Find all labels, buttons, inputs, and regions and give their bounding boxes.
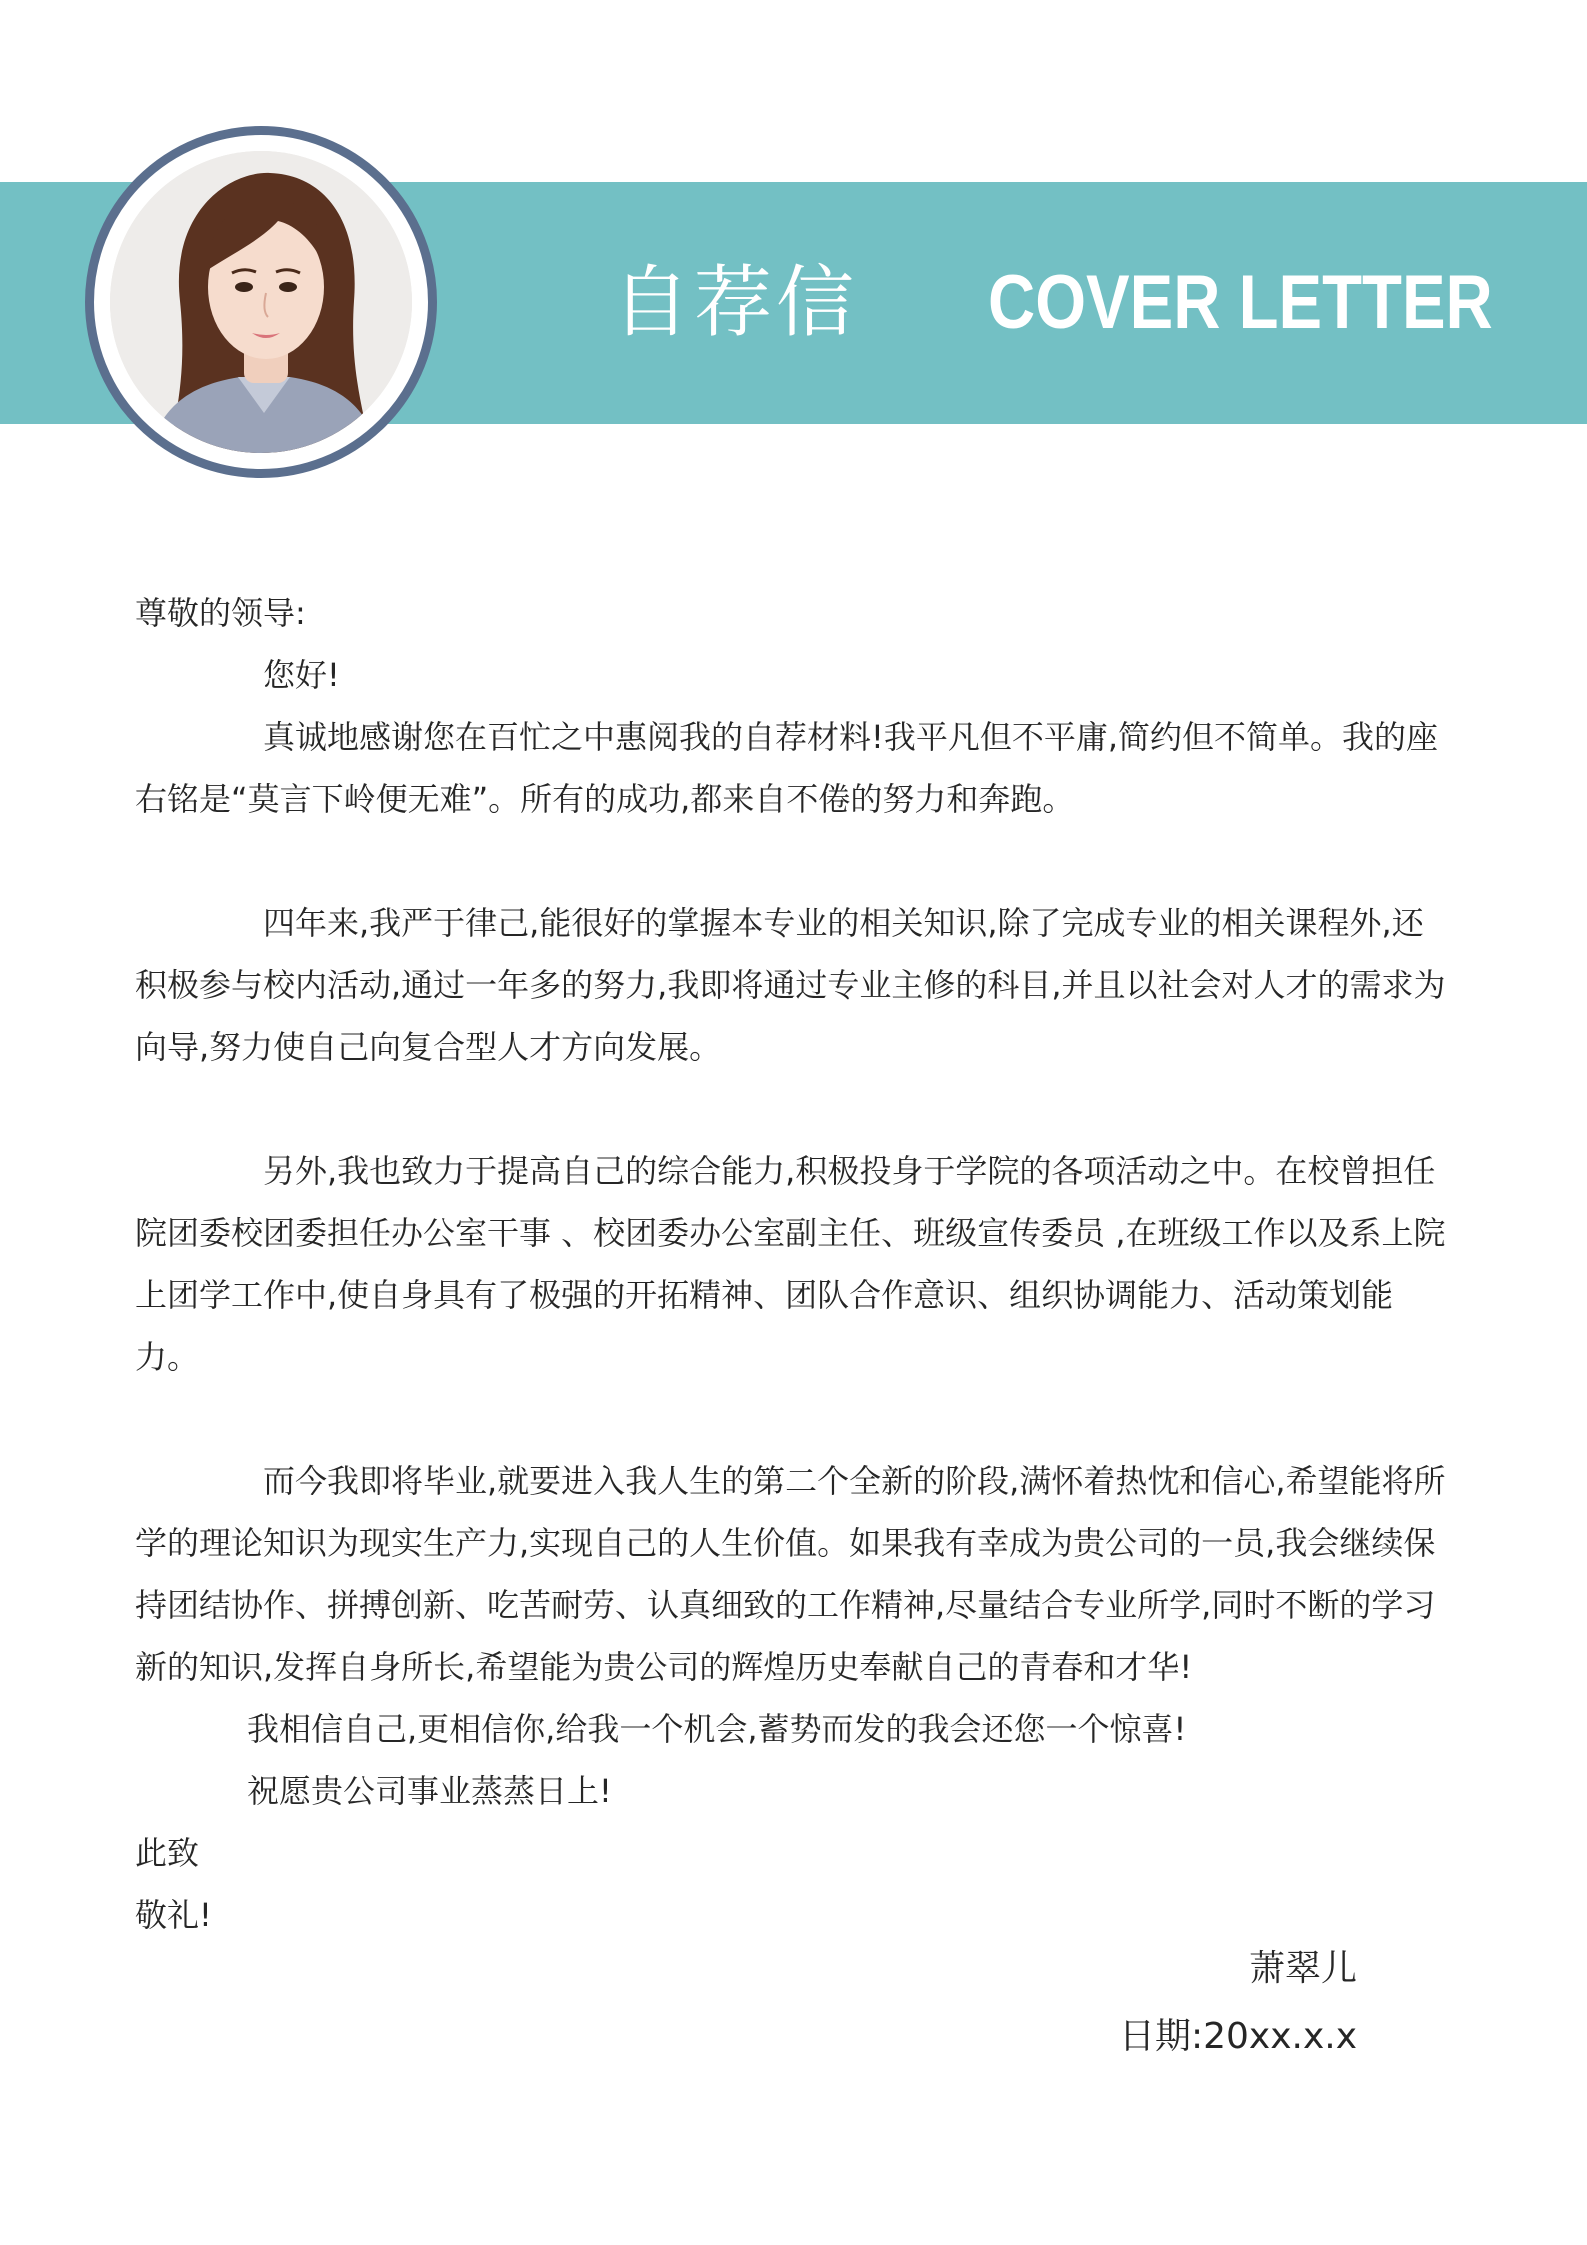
letter-body: [135, 582, 1453, 1946]
avatar-photo-illustration: [110, 151, 412, 453]
paragraph-spacer: [135, 830, 1453, 892]
paragraph-spacer: [135, 1078, 1453, 1140]
closing-line-1: 此致: [135, 1834, 200, 1872]
paragraph-1: 真诚地感谢您在百忙之中惠阅我的自荐材料!我平凡但不平庸,简约但不简单。我的座右铭是“莫言下岭便无难”。所有的成功,都来自不倦的努力和奔跑。: [135, 718, 1439, 818]
closing-line-2: 敬礼!: [135, 1896, 212, 1934]
paragraph-spacer: [135, 1388, 1453, 1450]
paragraph-2: 四年来,我严于律己,能很好的掌握本专业的相关知识,除了完成专业的相关课程外,还积极参与校内活动,通过一年多的努力,我即将通过专业主修的科目,并且以社会对人才的需求为向导,努力使自己向复合型人才方向发展。: [135, 904, 1446, 1066]
signature-date: 日期:20xx.x.x: [1118, 2016, 1357, 2057]
paragraph-5: 我相信自己,更相信你,给我一个机会,蓄势而发的我会还您一个惊喜!: [247, 1710, 1187, 1748]
avatar: [110, 151, 412, 453]
paragraph-6: 祝愿贵公司事业蒸蒸日上!: [247, 1772, 612, 1810]
salutation: 尊敬的领导:: [135, 594, 306, 632]
paragraph-4: 而今我即将毕业,就要进入我人生的第二个全新的阶段,满怀着热忱和信心,希望能将所学的理论知识为现实生产力,实现自己的人生价值。如果我有幸成为贵公司的一员,我会继续保持团结协作、拼搏创新、吃苦耐劳、认真细致的工作精神,尽量结合专业所学,同时不断的学习新的知识,发挥自身所长,希望能为贵公司的辉煌历史奉献自己的青春和才华!: [135, 1462, 1446, 1686]
page-title-en: COVER LETTER: [988, 260, 1493, 345]
signature-block: [1119, 1935, 1357, 2071]
greeting: 您好!: [263, 656, 340, 694]
paragraph-3: 另外,我也致力于提高自己的综合能力,积极投身于学院的各项活动之中。在校曾担任院团委校团委担任办公室干事 、校团委办公室副主任、班级宣传委员 ,在班级工作以及系上院上团学工作中,使自身具有了极强的开拓精神、团队合作意识、组织协调能力、活动策划能力。: [135, 1152, 1446, 1376]
page-title-cn: 自荐信: [612, 258, 859, 348]
signature-name: 萧翠儿: [1248, 1948, 1357, 1989]
